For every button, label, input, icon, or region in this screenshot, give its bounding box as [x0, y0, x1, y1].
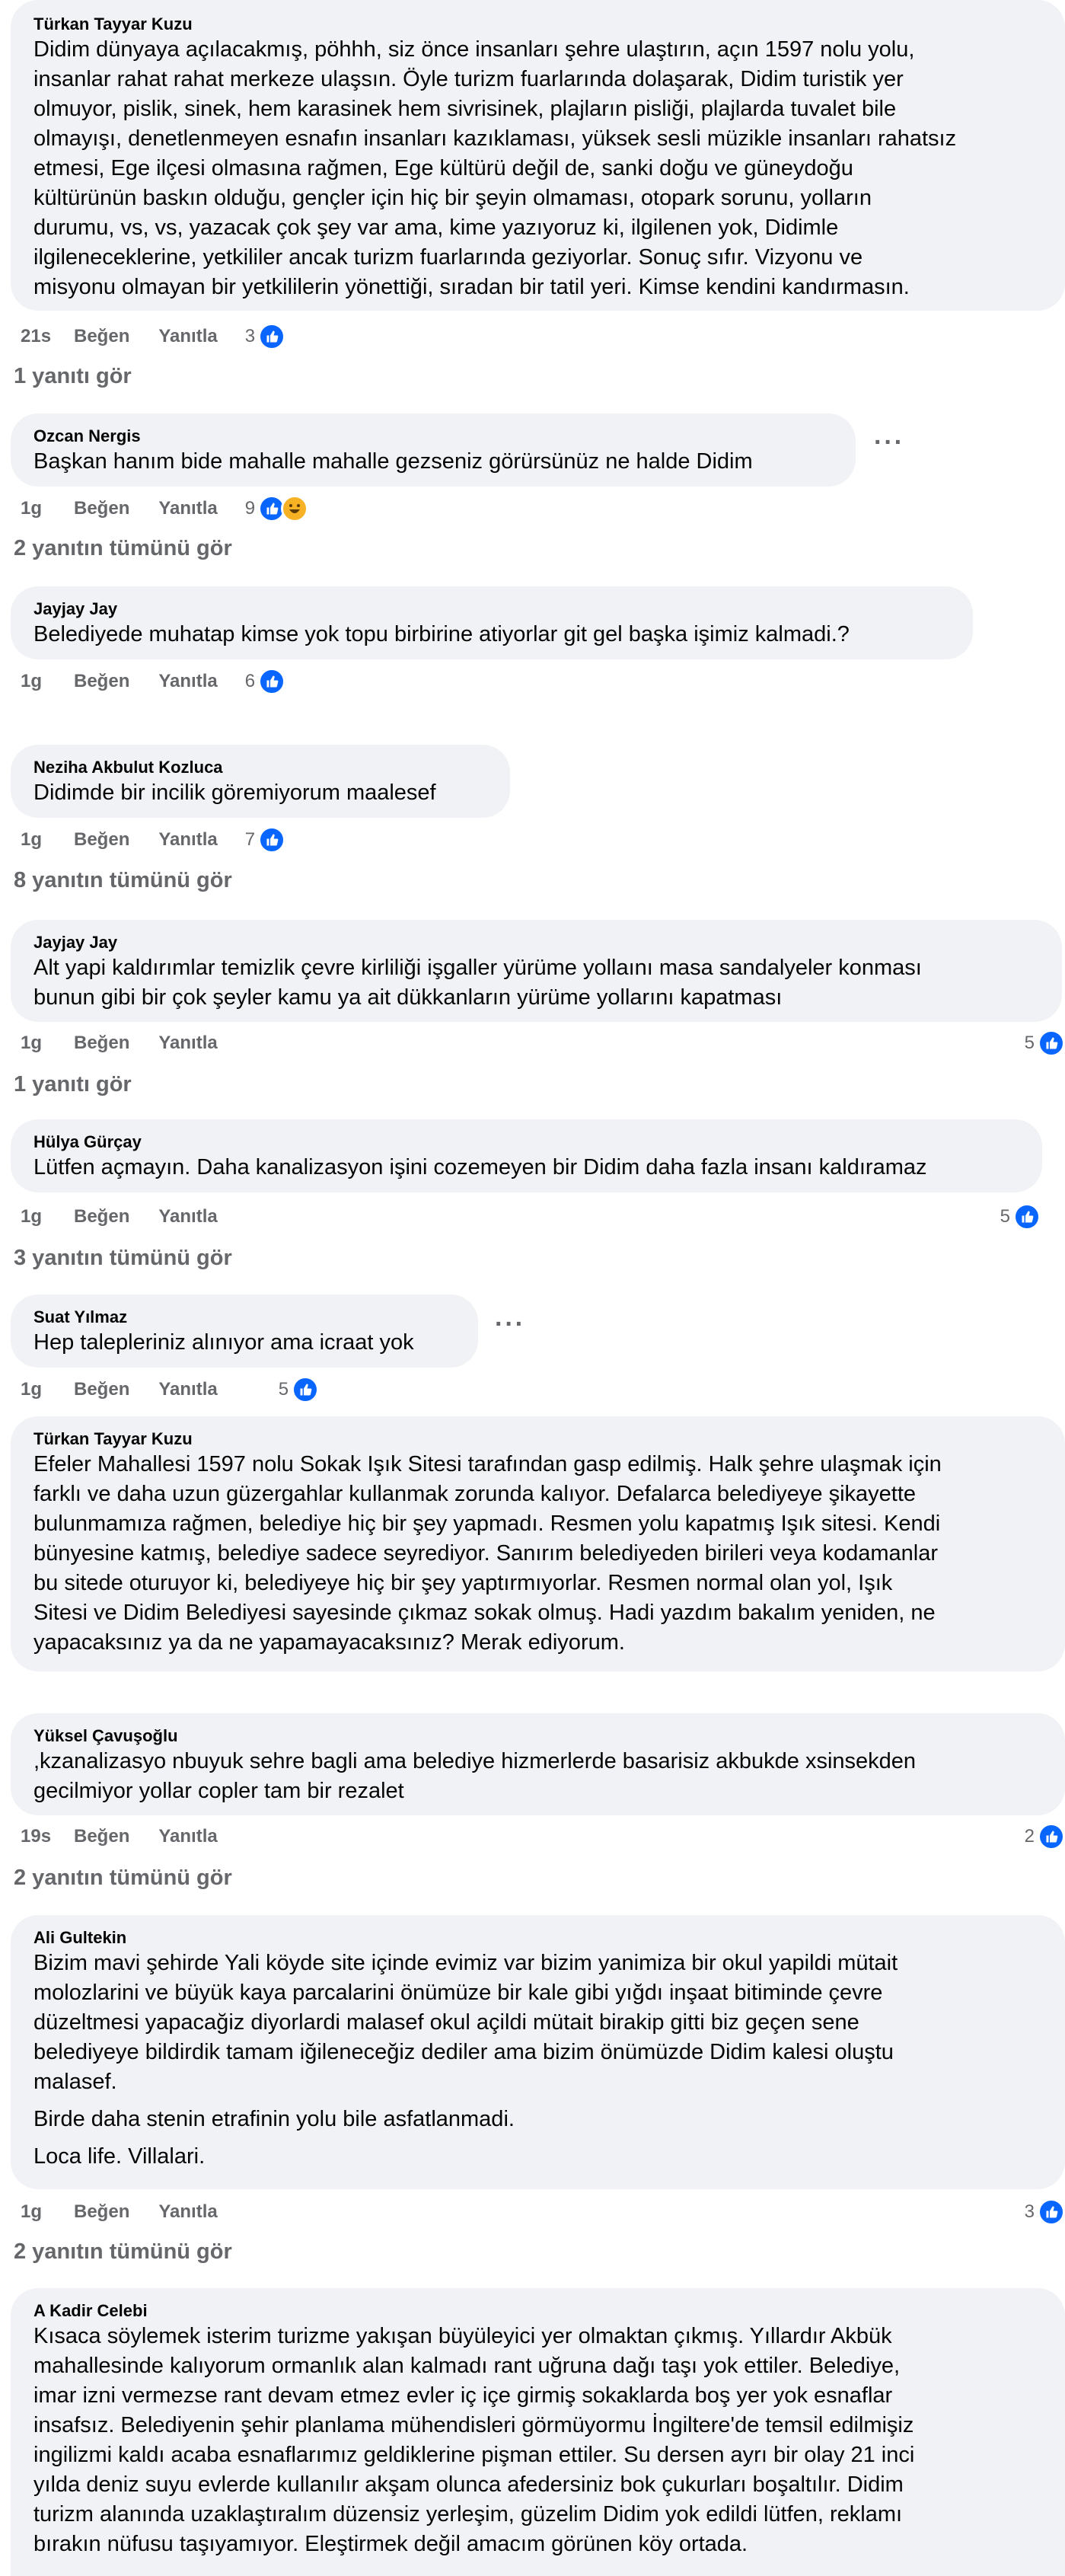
like-reaction-icon: [1038, 2198, 1065, 2226]
view-replies-link[interactable]: 3 yanıtın tümünü gör: [14, 1246, 232, 1270]
like-reaction-icon: [1038, 1823, 1065, 1850]
reaction-number: 5: [1000, 1206, 1010, 1227]
comment-bubble: [11, 1713, 1065, 1815]
comment-actions: [21, 493, 308, 524]
comment-text: Lütfen açmayın. Daha kanalizasyon işini cozemeyen bir Didim daha fazla insanı kaldıramaz: [33, 1155, 927, 1179]
reaction-number: 2: [1024, 1826, 1035, 1847]
comment-text: Didimde bir incilik göremiyorum maalesef: [33, 780, 436, 805]
more-options-button[interactable]: ···: [495, 1310, 525, 1339]
comment-bubble: [11, 0, 1065, 311]
comment-bubble: [11, 1119, 1042, 1192]
comment-actions: [21, 321, 285, 352]
comment-actions: [21, 1374, 319, 1405]
reaction-count[interactable]: [245, 668, 285, 695]
comment-actions: [21, 1821, 1065, 1852]
comment-text-paragraph: Birde daha stenin etrafinin yolu bile asfatlanmadi.: [33, 2107, 515, 2131]
like-button[interactable]: Beğen: [74, 498, 130, 519]
comment-bubble: [11, 586, 973, 659]
comment-text: Başkan hanım bide mahalle mahalle gezseniz görürsünüz ne halde Didim: [33, 449, 753, 474]
comment-bubble: [11, 745, 510, 818]
comment-actions: [21, 825, 285, 855]
reply-button[interactable]: Yanıtla: [158, 1206, 218, 1227]
comment-author[interactable]: Suat Yılmaz: [33, 1307, 128, 1326]
reaction-count[interactable]: [245, 826, 285, 854]
reaction-number: 7: [244, 829, 256, 850]
like-reaction-icon: [258, 323, 285, 350]
comment-text: Didim dünyaya açılacakmış, pöhhh, siz önce insanları şehre ulaştırın, açın 1597 nolu yolu, insanlar rahat rahat merkeze ulaşsın. Öyle turizm fuarlarında dolaşarak, Didim turistik yer olmuyor, pislik, sinek, hem karasinek hem sivrisinek, plajların pisliği, plajlarda tuvalet bile olmayışı, denetlenmeyen esnafın insanları kazıklaması, yüksek sesli müzikle insanları rahatsız etmesi, Ege ilçesi olmasına rağmen, Ege kültürü değil de, sanki doğu ve güneydoğu kültürünün baskın olduğu, gençler için hiç bir şeyin olmaması, otopark sorunu, yolların durumu, vs, vs, yazacak çok şey var ama, kime yazıyoruz ki, ilgilenen yok, Didimle ilgileneceklerine, yetkililer ancak turizm fuarlarında geziyorlar. Sonuç sıfır. Vizyonu ve misyonu olmayan bir yetkililerin yönettiği, sıradan bir tatil yeri. Kimse kendini kandırmasın.: [33, 37, 957, 299]
reaction-number: 3: [1024, 2201, 1035, 2222]
comment-author[interactable]: Yüksel Çavuşoğlu: [33, 1726, 178, 1745]
comment-bubble: [11, 1416, 1065, 1671]
comment-age[interactable]: 1g: [21, 671, 43, 691]
comment-text: ,kzanalizasyo nbuyuk sehre bagli ama belediye hizmerlerde basarisiz akbukde xsinsekden gecilmiyor yollar copler tam bir rezalet: [33, 1749, 917, 1803]
comment-author[interactable]: A Kadir Celebi: [33, 2301, 148, 2320]
view-replies-link[interactable]: 2 yanıtın tümünü gör: [14, 2239, 232, 2264]
comment-age[interactable]: 1g: [21, 829, 43, 850]
reply-button[interactable]: Yanıtla: [158, 1379, 218, 1400]
comment-age[interactable]: 21s: [21, 326, 52, 346]
like-button[interactable]: Beğen: [74, 1826, 130, 1847]
reaction-count[interactable]: [1025, 1029, 1065, 1057]
like-button[interactable]: Beğen: [74, 1379, 130, 1400]
comment-age[interactable]: 1g: [21, 2201, 43, 2222]
reaction-count[interactable]: [279, 1376, 319, 1403]
like-button[interactable]: Beğen: [74, 1033, 130, 1053]
comment-author[interactable]: Türkan Tayyar Kuzu: [33, 1429, 193, 1448]
comment-author[interactable]: Türkan Tayyar Kuzu: [33, 14, 193, 34]
comment-text: Kısaca söylemek isterim turizme yakışan büyüleyici yer olmaktan çıkmış. Yıllardır Akbük mahallesinde kalıyorum ormanlık alan kalmadı rant uğruna dağı taşı yok ettiler. Belediye, imar izni vermezse rant devam etmez evler iç içe girmiş sokaklarda boş yer yok esnaflar insafsız. Belediyenin şehir planlama mühendisleri görmüyormu İngiltere'de temsil edilmişiz ingilizmi kaldı acaba esnaflarımız geldiklerine pişman ettiler. Su dersen ayrı bir olay 21 inci yılda deniz suyu evlerde kullanılır akşam olunca afedersiniz bok çukurları boşaltılır. Didim turizm alanında uzaklaştıralım düzensiz yerleşim, güzelim Didim yok edildi lütfen, reklamı bırakın nüfusu taşıyamıyor. Eleştirmek değil amacım görünen köy ortada.: [33, 2324, 915, 2556]
reaction-count[interactable]: [245, 323, 285, 350]
like-button[interactable]: Beğen: [74, 671, 130, 691]
comment-author[interactable]: Neziha Akbulut Kozluca: [33, 758, 223, 777]
like-button[interactable]: Beğen: [74, 1206, 130, 1227]
view-replies-link[interactable]: 1 yanıtı gör: [14, 364, 132, 388]
reply-button[interactable]: Yanıtla: [158, 2201, 218, 2222]
comment-text-paragraph: Loca life. Villalari.: [33, 2144, 206, 2169]
like-reaction-icon: [258, 826, 285, 854]
comment-author[interactable]: Ali Gultekin: [33, 1928, 127, 1947]
comment-bubble: [11, 2288, 1065, 2576]
reply-button[interactable]: Yanıtla: [158, 829, 218, 850]
comment-text: Belediyede muhatap kimse yok topu birbirine atiyorlar git gel başka işimiz kalmadi.?: [33, 622, 850, 646]
like-reaction-icon: [1013, 1203, 1041, 1231]
comment-actions: [21, 666, 285, 697]
comment-author[interactable]: Ozcan Nergis: [33, 426, 141, 445]
comment-age[interactable]: 1g: [21, 498, 43, 519]
reaction-count[interactable]: [1025, 1823, 1065, 1850]
comment-age[interactable]: 1g: [21, 1379, 43, 1400]
comment-bubble: [11, 1294, 478, 1368]
view-replies-link[interactable]: 8 yanıtın tümünü gör: [14, 868, 232, 892]
reply-button[interactable]: Yanıtla: [158, 326, 218, 346]
view-replies-link[interactable]: 1 yanıtı gör: [14, 1072, 132, 1096]
reaction-count[interactable]: [245, 495, 308, 522]
haha-reaction-icon: [281, 495, 308, 522]
view-replies-link[interactable]: 2 yanıtın tümünü gör: [14, 536, 232, 560]
comment-actions: [21, 1028, 1065, 1058]
comment-actions: [21, 1202, 1041, 1232]
comment-text: Bizim mavi şehirde Yali köyde site içinde evimiz var bizim yanimiza bir okul yapildi mütait molozlarini ve büyük kaya parcalarini önümüze bir kale gibi yığdı inşaat bitiminde çevre düzeltmesi yapacağiz diyorlardi malasef okul açildi mütait birakip gitti biz geçen sene belediyeye bildirdik tamam iğileneceğiz dediler ama bizim önümüzde Didim kalesi oluştu malasef.: [33, 1951, 898, 2094]
reply-button[interactable]: Yanıtla: [158, 1033, 218, 1053]
comment-text: Hep talepleriniz alınıyor ama icraat yok: [33, 1330, 414, 1355]
reaction-number: 5: [1024, 1033, 1035, 1053]
like-reaction-icon: [292, 1376, 319, 1403]
reply-button[interactable]: Yanıtla: [158, 671, 218, 691]
view-replies-link[interactable]: 2 yanıtın tümünü gör: [14, 1866, 232, 1890]
comment-actions: [21, 2197, 1065, 2227]
like-button[interactable]: Beğen: [74, 2201, 130, 2222]
reaction-count[interactable]: [1025, 2198, 1065, 2226]
comment-age[interactable]: 1g: [21, 1033, 43, 1053]
comment-author[interactable]: Hülya Gürçay: [33, 1132, 142, 1151]
comment-bubble: [11, 413, 856, 487]
reaction-number: 6: [244, 671, 256, 691]
like-button[interactable]: Beğen: [74, 829, 130, 850]
comment-bubble: [11, 920, 1062, 1022]
reaction-count[interactable]: [1000, 1203, 1041, 1231]
like-reaction-icon: [258, 668, 285, 695]
comment-age[interactable]: 1g: [21, 1206, 43, 1227]
reaction-number: 9: [244, 498, 256, 519]
comment-author[interactable]: Jayjay Jay: [33, 933, 118, 952]
reply-button[interactable]: Yanıtla: [158, 498, 218, 519]
like-button[interactable]: Beğen: [74, 326, 130, 346]
reaction-number: 3: [244, 326, 256, 346]
like-reaction-icon: [1038, 1029, 1065, 1057]
comment-text: Efeler Mahallesi 1597 nolu Sokak Işık Sitesi tarafından gasp edilmiş. Halk şehre ulaşmak için farklı ve daha uzun güzergahlar kullanmak zorunda kalıyor. Defalarca belediyeye şikayette bulunmamıza rağmen, belediye hiç bir şey yapmadı. Resmen yolu kapatmış Işık sitesi. Kendi bünyesine katmış, belediye sadece seyrediyor. Sanırım belediyeden birileri veya kodamanlar bu sitede oturuyor ki, belediyeye hiç bir şey yaptırmıyorlar. Resmen normal olan yol, Işık Sitesi ve Didim Belediyesi sayesinde çıkmaz sokak olmuş. Hadi yazdım bakalım yeniden, ne yapacaksınız ya da ne yapamayacaksınız? Merak ediyorum.: [33, 1452, 942, 1655]
more-options-button[interactable]: ···: [874, 428, 904, 457]
comment-age[interactable]: 19s: [21, 1826, 52, 1847]
comment-bubble: [11, 1915, 1065, 2189]
reaction-number: 5: [278, 1379, 289, 1400]
comment-author[interactable]: Jayjay Jay: [33, 599, 118, 618]
comment-text: Alt yapi kaldırımlar temizlik çevre kirliliği işgaller yürüme yollaını masa sandalyeler konması bunun gibi bir çok şeyler kamu ya ait dükkanların yürüme yollarını kapatması: [33, 956, 922, 1010]
reply-button[interactable]: Yanıtla: [158, 1826, 218, 1847]
